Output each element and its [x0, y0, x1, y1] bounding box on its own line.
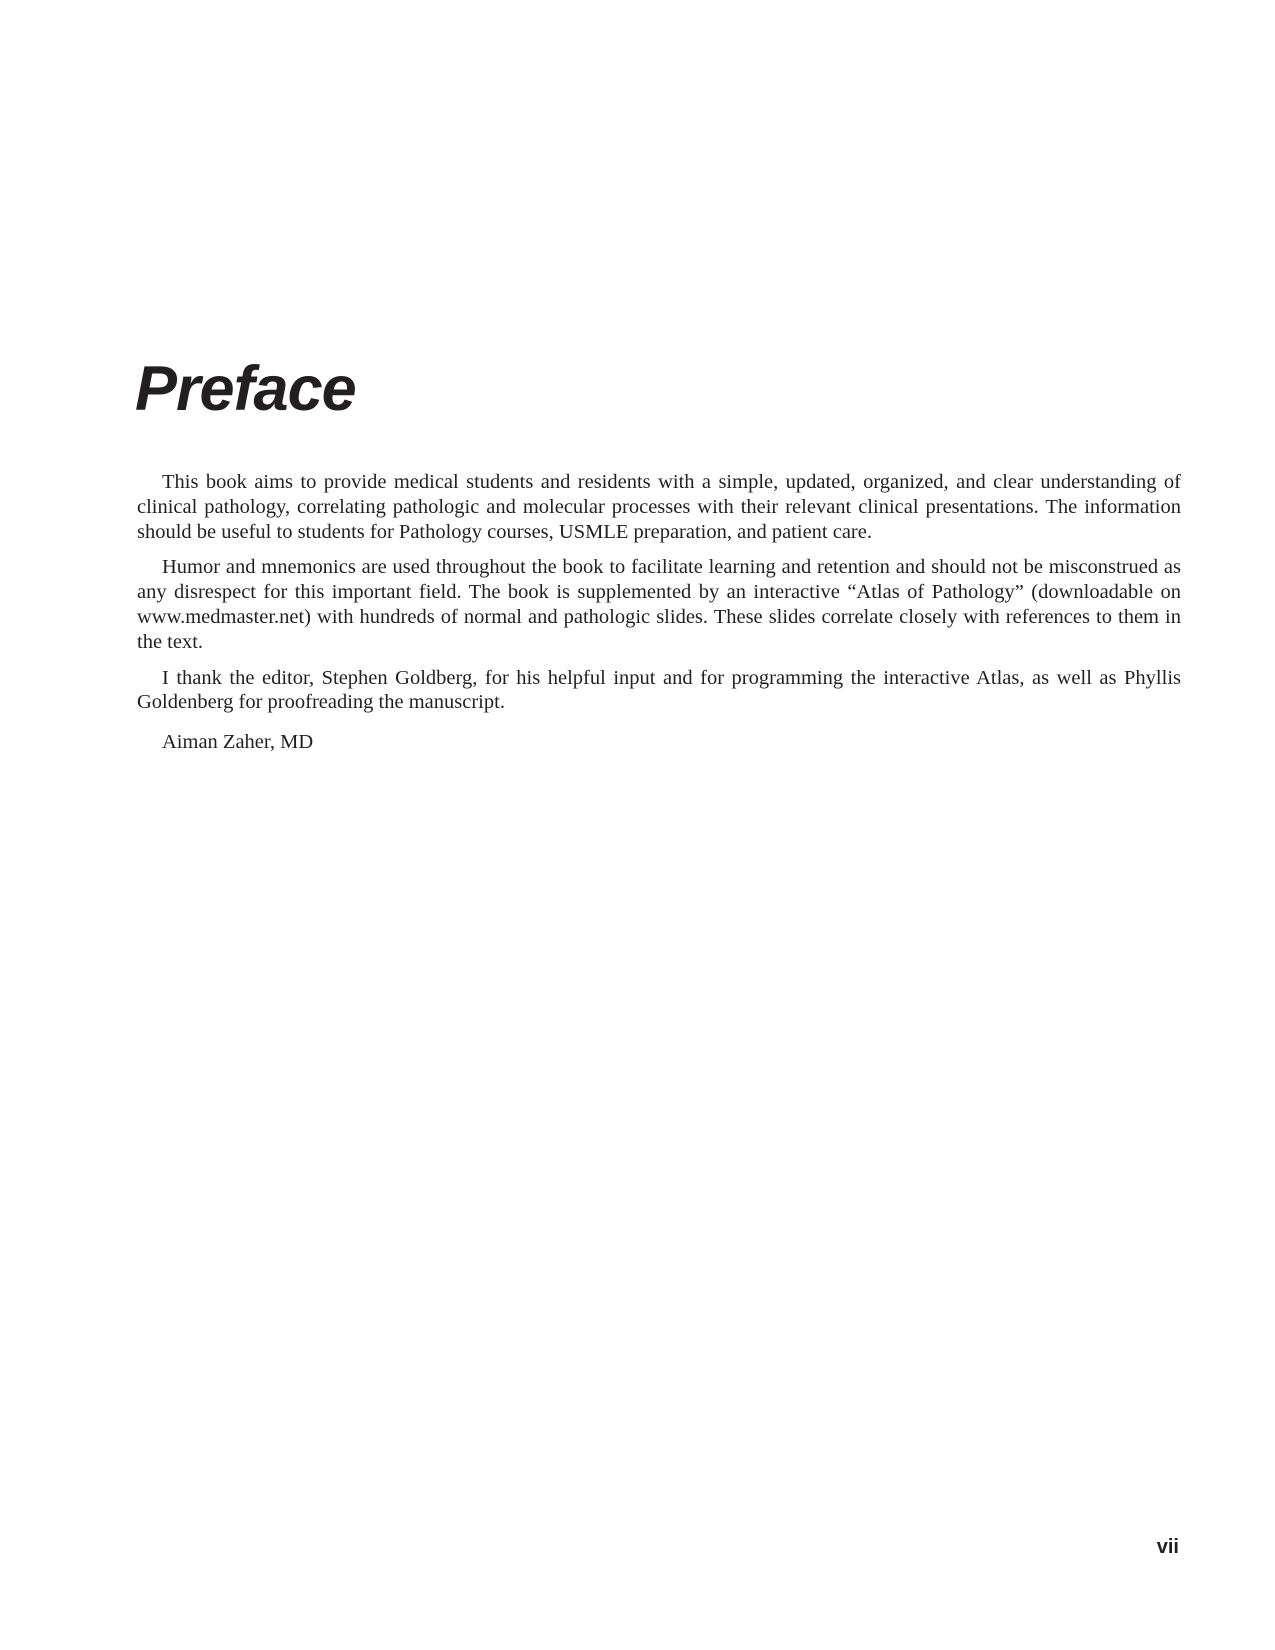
- page-number: vii: [1156, 1536, 1179, 1558]
- paragraph-humor-atlas: Humor and mnemonics are used throughout the book to facilitate learning and retention and should not be misconstrued as any disrespect for this important field. The book is supplemented by an interactive “Atlas of Pathology” (downloadable on www.medmaster.net) with hundreds of normal and pathologic slides. These slides correlate closely with references to them in the text.: [137, 556, 1181, 653]
- preface-body: [137, 470, 1181, 755]
- author-signature: Aiman Zaher, MD: [162, 731, 314, 754]
- paragraph-acknowledgments: I thank the editor, Stephen Goldberg, for his helpful input and for programming the interactive Atlas, as well as Phyllis Goldenberg for proofreading the manuscript.: [137, 666, 1181, 714]
- paragraph-purpose: This book aims to provide medical students and residents with a simple, updated, organized, and clear understanding of clinical pathology, correlating pathologic and molecular processes with their relevant clinical presentations. The information should be useful to students for Pathology courses, USMLE preparation, and patient care.: [137, 471, 1181, 543]
- page-title: Preface: [135, 354, 356, 424]
